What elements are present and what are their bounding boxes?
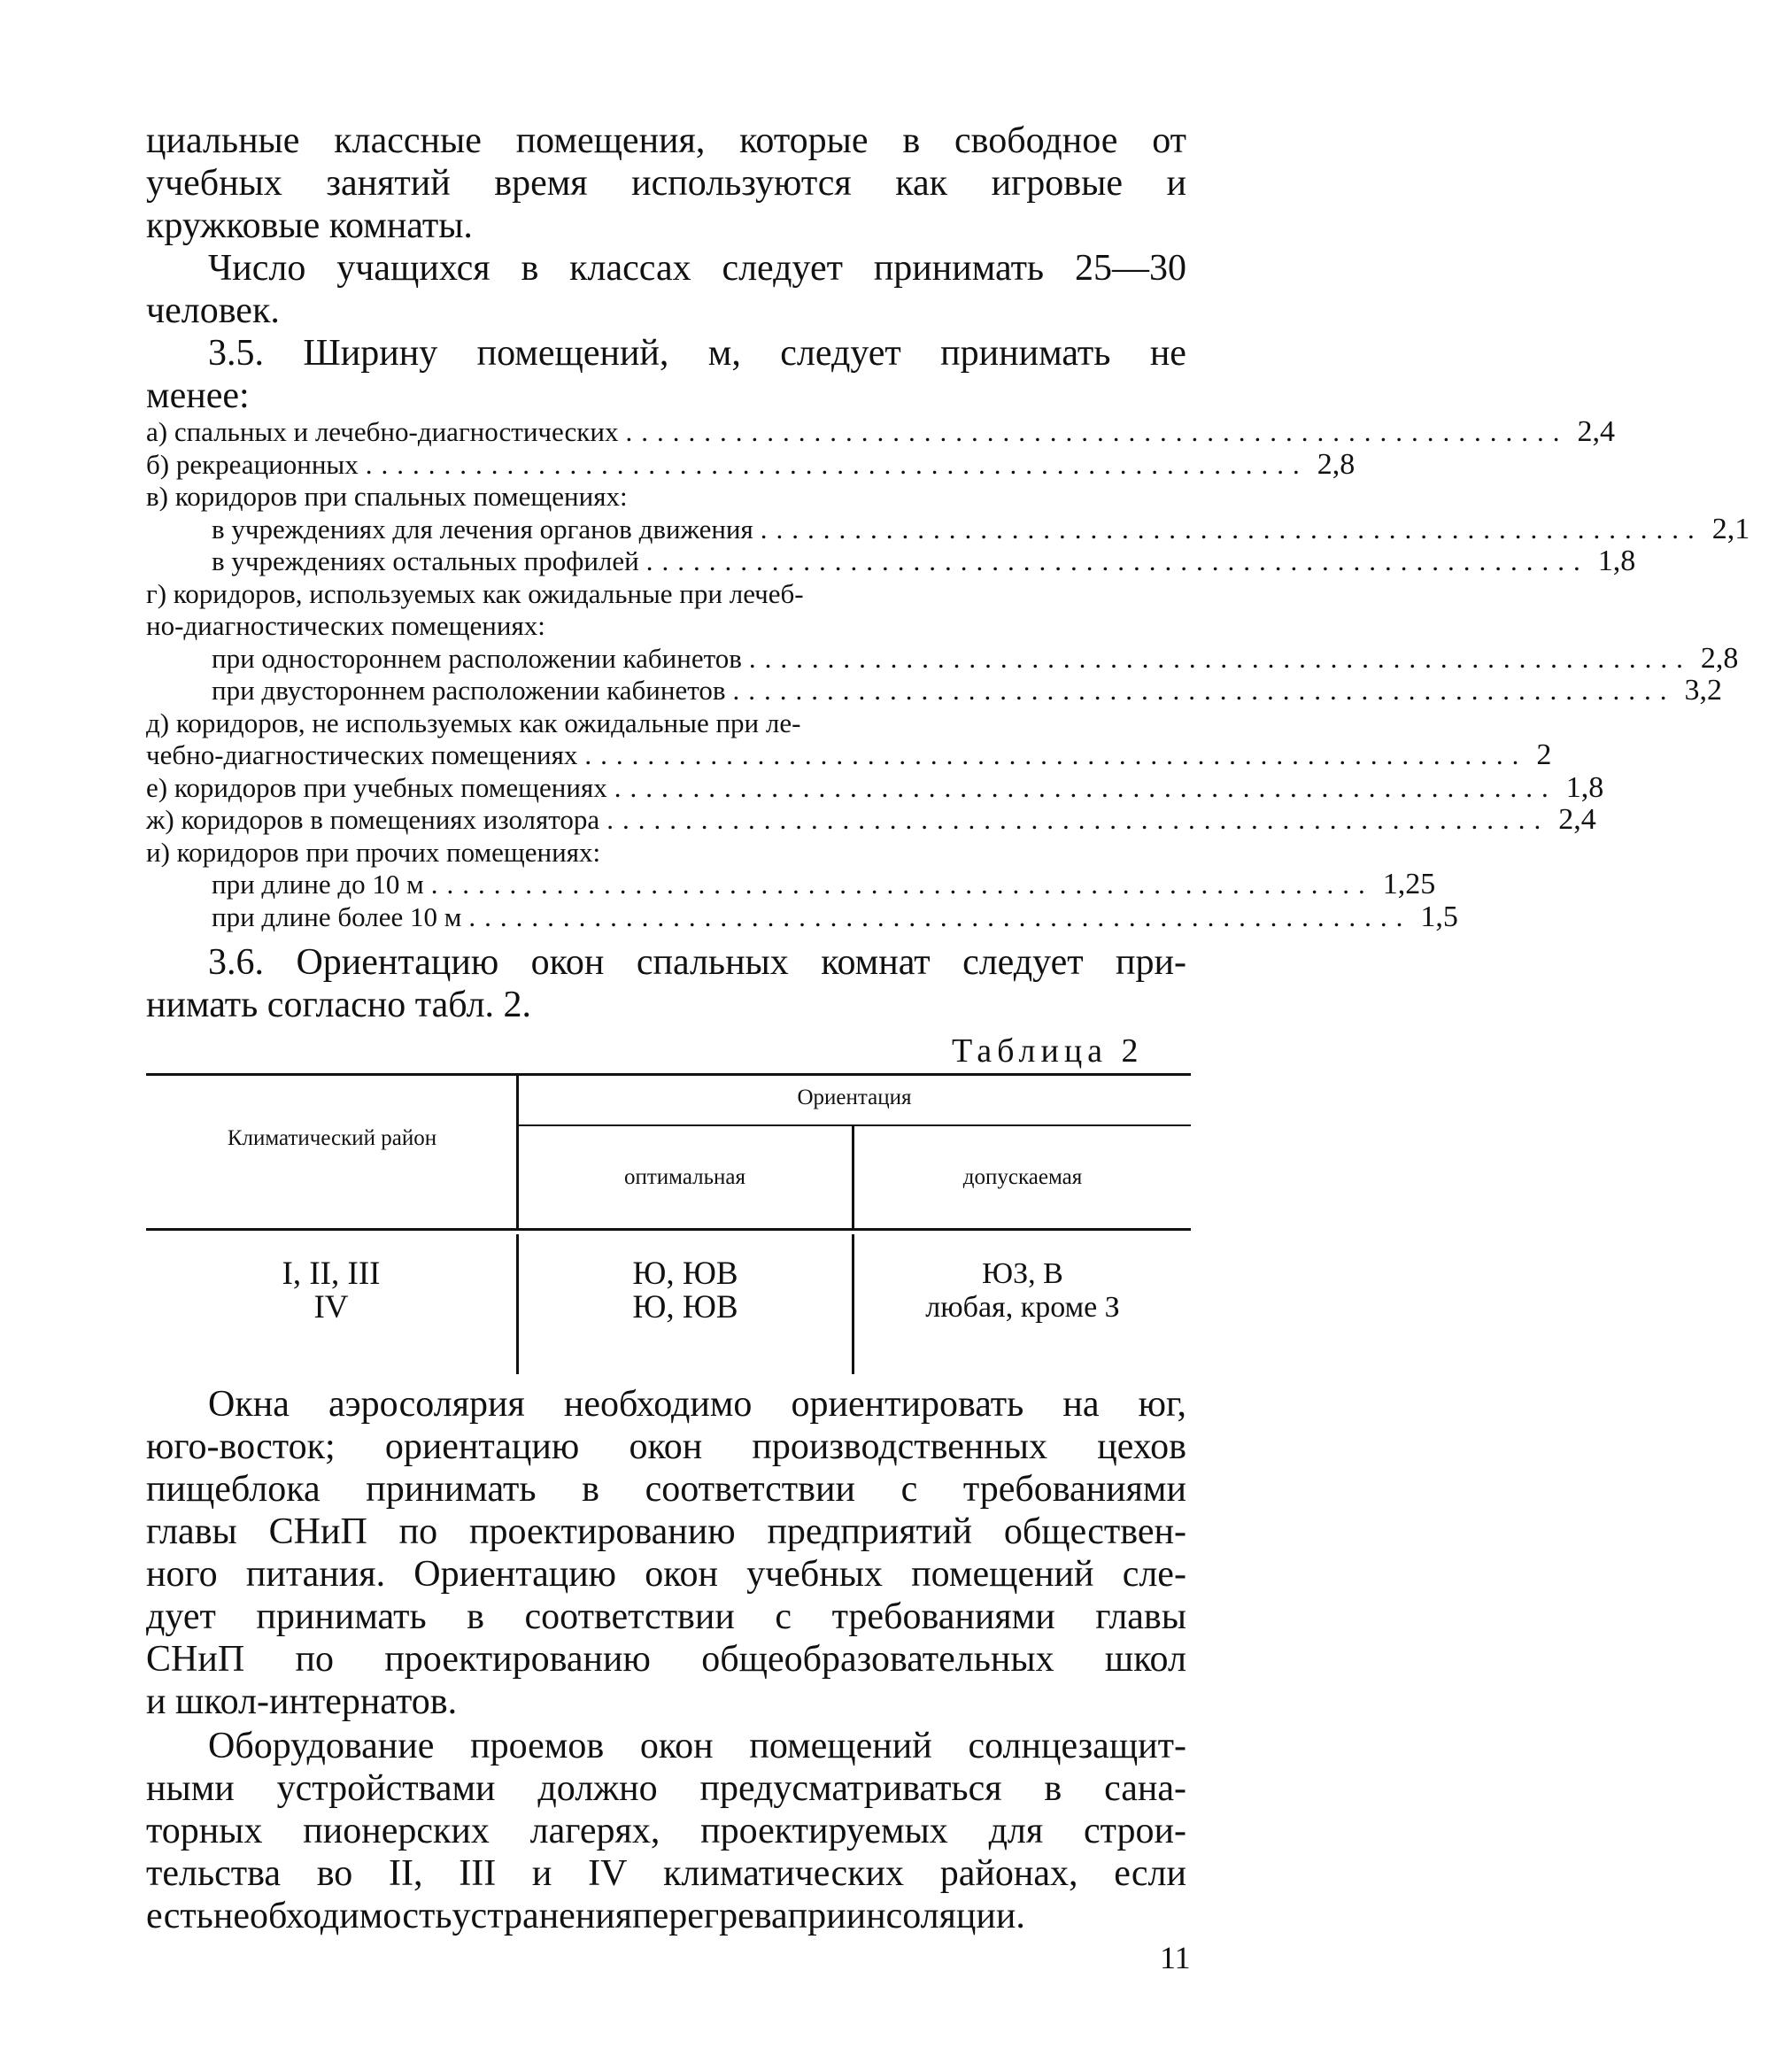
word: и xyxy=(1166,163,1186,204)
width-list-item xyxy=(146,545,1636,578)
word: требованиями xyxy=(831,1596,1055,1637)
item-text: при двустороннем расположении кабинетов xyxy=(212,675,726,706)
word: в xyxy=(1044,1768,1062,1809)
word: главы xyxy=(146,1511,237,1552)
width-list-item xyxy=(146,512,1750,546)
word: в xyxy=(521,248,539,289)
text-line xyxy=(146,984,1186,1026)
width-list-item xyxy=(146,770,1604,805)
word: ориентацию xyxy=(384,1426,580,1467)
word: время xyxy=(494,163,588,204)
word: кружковые комнаты. xyxy=(146,205,473,246)
item-text: в учреждениях остальных профилей xyxy=(212,545,639,576)
orientation-table xyxy=(146,1073,1191,1374)
word: цехов xyxy=(1097,1426,1186,1467)
dot-leader: ............................................................ xyxy=(645,545,1589,576)
item-value: 1,25 xyxy=(1382,868,1436,900)
word: III xyxy=(459,1853,497,1894)
text-line xyxy=(146,1681,1186,1723)
word: ориентировать xyxy=(791,1384,1024,1425)
word: проектированию xyxy=(469,1511,736,1552)
word: 3.5. xyxy=(208,333,264,374)
width-list-item xyxy=(146,707,1147,740)
word: используются xyxy=(631,163,852,204)
word: с xyxy=(900,1469,918,1510)
word: менее: xyxy=(146,375,250,416)
text-line xyxy=(146,247,1186,290)
text-line xyxy=(146,941,1186,984)
word: как xyxy=(895,163,948,204)
word: по xyxy=(398,1511,438,1552)
word: пищеблока xyxy=(146,1469,321,1510)
word: устройствами xyxy=(276,1768,496,1809)
word: требованиями xyxy=(962,1469,1186,1510)
word: по xyxy=(295,1639,334,1680)
intro-paragraph xyxy=(146,120,1186,247)
text-line xyxy=(146,1895,1186,1937)
word: свободное xyxy=(954,120,1118,161)
item-value: 2,8 xyxy=(1700,641,1739,675)
word: 25—30 xyxy=(1074,248,1186,289)
dot-leader: ............................................................ xyxy=(468,900,1412,932)
item-text: чебно-диагностических помещениях xyxy=(146,739,578,770)
word: соответствии xyxy=(524,1596,735,1637)
word: при- xyxy=(1116,942,1186,983)
word: сле- xyxy=(1122,1554,1186,1595)
word: от xyxy=(1152,120,1186,161)
word: необходимость xyxy=(212,1896,452,1936)
word: учебных xyxy=(746,1554,884,1595)
width-list-item xyxy=(146,610,1147,643)
word: для xyxy=(988,1811,1044,1851)
table-header-bottom-rule xyxy=(146,1228,1191,1231)
word: главы xyxy=(1095,1596,1186,1637)
word: в xyxy=(902,120,921,161)
word: Число xyxy=(208,248,306,289)
word: принимать xyxy=(873,248,1045,289)
word: принимать xyxy=(366,1469,537,1510)
page-number: 11 xyxy=(1160,1940,1191,1975)
width-list-item xyxy=(146,415,1615,449)
item-text: д) коридоров, не используемых как ожидальные при ле- xyxy=(146,707,801,738)
word: СНиП xyxy=(146,1639,245,1680)
dot-leader: ............................................................ xyxy=(625,416,1569,447)
word: классные xyxy=(334,120,482,161)
word: общеобразовательных xyxy=(701,1639,1054,1680)
item-value: 2,4 xyxy=(1558,803,1596,836)
item-text: б) рекреационных xyxy=(146,448,359,480)
word: комнат xyxy=(821,942,931,983)
word: ными xyxy=(146,1768,235,1809)
dot-leader: ............................................................ xyxy=(732,675,1676,706)
word: окон xyxy=(629,1426,703,1467)
width-list-item xyxy=(146,578,1147,611)
word: дует xyxy=(146,1596,216,1637)
widths-list xyxy=(146,415,1750,933)
word: IV xyxy=(588,1853,628,1894)
aerosolarium-paragraph xyxy=(146,1383,1186,1723)
text-line xyxy=(146,1468,1186,1511)
text-line xyxy=(146,1810,1186,1852)
word: если xyxy=(1114,1853,1186,1894)
item-text: е) коридоров при учебных помещениях xyxy=(146,771,607,803)
word: Окна xyxy=(208,1384,290,1425)
text-line xyxy=(146,1511,1186,1553)
word: юг, xyxy=(1138,1384,1186,1425)
word: следует xyxy=(722,248,843,289)
text-line xyxy=(146,120,1186,162)
word: во xyxy=(316,1853,353,1894)
word: устранения xyxy=(452,1896,633,1936)
word: игровые xyxy=(991,163,1123,204)
word: при xyxy=(787,1896,846,1936)
text-line xyxy=(146,1767,1186,1810)
section-3-6-paragraph xyxy=(146,941,1186,1026)
word: спальных xyxy=(636,942,789,983)
text-line xyxy=(146,1596,1186,1638)
word: 3.6. xyxy=(208,942,264,983)
word: на xyxy=(1062,1384,1100,1425)
word: и xyxy=(531,1853,552,1894)
word: окон xyxy=(530,942,605,983)
word: юго-восток; xyxy=(146,1426,336,1467)
word: учебных xyxy=(146,163,282,204)
word: лагерях, xyxy=(529,1811,660,1851)
item-value: 1,8 xyxy=(1565,770,1604,804)
word: необходимо xyxy=(563,1384,753,1425)
word: классах xyxy=(569,248,691,289)
word: помещения, xyxy=(515,120,706,161)
table-header-rule xyxy=(518,1124,1191,1126)
item-value: 2,1 xyxy=(1711,512,1750,545)
text-line xyxy=(146,1383,1186,1426)
dot-leader: ............................................................ xyxy=(760,513,1703,545)
word: тельства xyxy=(146,1853,282,1894)
word: циальные xyxy=(146,120,300,161)
word: проемов xyxy=(470,1726,605,1766)
sun-protection-paragraph xyxy=(146,1725,1186,1937)
item-value: 2,4 xyxy=(1577,415,1615,448)
word: следует xyxy=(962,942,1084,983)
text-line xyxy=(146,290,1186,332)
word: обществен- xyxy=(1003,1511,1186,1552)
pupils-paragraph xyxy=(146,247,1186,332)
word: занятий xyxy=(326,163,451,204)
header-allowed: допускаемая xyxy=(962,1165,1083,1189)
width-list-item xyxy=(146,641,1739,676)
word: Ширину xyxy=(303,333,438,374)
word: районах, xyxy=(939,1853,1078,1894)
word: ного xyxy=(146,1554,218,1595)
word: торных xyxy=(146,1811,263,1851)
item-text: при длине до 10 м xyxy=(212,869,424,900)
item-value: 2,8 xyxy=(1317,447,1356,481)
text-line xyxy=(146,1725,1186,1767)
dot-leader: ............................................................ xyxy=(430,869,1374,900)
word: сана- xyxy=(1104,1768,1186,1809)
word: м, xyxy=(707,333,741,374)
width-list-item xyxy=(146,674,1723,707)
item-text: в) коридоров при спальных помещениях: xyxy=(146,481,628,512)
item-text: а) спальных и лечебно-диагностических xyxy=(146,416,619,447)
word: и школ-интернатов. xyxy=(146,1681,458,1722)
width-list-item xyxy=(146,447,1356,482)
item-value: 1,8 xyxy=(1597,545,1636,577)
word: помещений xyxy=(749,1726,932,1766)
word: помещений, xyxy=(476,333,669,374)
cell-regions: I, II, III IV xyxy=(282,1256,381,1325)
word: предприятий xyxy=(767,1511,972,1552)
item-value: 2 xyxy=(1536,738,1552,771)
table-top-rule xyxy=(146,1073,1191,1076)
item-text: в учреждениях для лечения органов движения xyxy=(212,513,753,545)
word: помещений xyxy=(911,1554,1094,1595)
item-text: но-диагностических помещениях: xyxy=(146,610,545,641)
width-list-item xyxy=(146,803,1596,837)
word: СНиП xyxy=(268,1511,367,1552)
width-list-item xyxy=(146,900,1458,934)
cell-allowed: ЮЗ, В любая, кроме З xyxy=(925,1257,1120,1324)
width-list-item xyxy=(146,868,1436,901)
item-text: ж) коридоров в помещениях изолятора xyxy=(146,804,600,835)
word: перегрева xyxy=(632,1896,788,1936)
word: проектируемых xyxy=(700,1811,948,1851)
word: инсоляции. xyxy=(846,1896,1025,1936)
item-text: при длине более 10 м xyxy=(212,900,462,932)
text-line xyxy=(146,332,1186,375)
word: строи- xyxy=(1083,1811,1186,1851)
word: в xyxy=(467,1596,484,1637)
dot-leader: ............................................................ xyxy=(606,804,1550,835)
word: Оборудование xyxy=(208,1726,435,1766)
word: питания. xyxy=(245,1554,386,1595)
word: климатических xyxy=(663,1853,905,1894)
header-optimal: оптимальная xyxy=(624,1165,745,1189)
section-3-5-paragraph xyxy=(146,332,1186,417)
word: школ xyxy=(1104,1639,1186,1680)
text-line xyxy=(146,205,1186,247)
word: которые xyxy=(739,120,869,161)
text-line xyxy=(146,1638,1186,1681)
word: принимать xyxy=(940,333,1111,374)
header-orientation: Ориентация xyxy=(797,1086,912,1109)
header-climatic-region: Климатический район xyxy=(227,1126,437,1150)
dot-leader: ............................................................ xyxy=(614,771,1557,803)
word: аэросолярия xyxy=(328,1384,525,1425)
word: нимать согласно табл. 2. xyxy=(146,985,532,1025)
word: есть xyxy=(146,1896,213,1936)
item-value: 1,5 xyxy=(1420,900,1458,933)
word: окон xyxy=(639,1726,714,1766)
dot-leader: ............................................................ xyxy=(584,739,1528,770)
word: Ориентацию xyxy=(413,1554,617,1595)
word: учащихся xyxy=(336,248,490,289)
dot-leader: ............................................................ xyxy=(748,642,1692,674)
word: в xyxy=(582,1469,599,1510)
text-line xyxy=(146,375,1186,417)
word: солнцезащит- xyxy=(968,1726,1186,1766)
word: принимать xyxy=(256,1596,427,1637)
width-list-item xyxy=(146,738,1552,772)
word: Ориентацию xyxy=(296,942,499,983)
text-line xyxy=(146,1426,1186,1468)
word: пионерских xyxy=(303,1811,490,1851)
word: предусматриваться xyxy=(699,1768,1002,1809)
word: проектированию xyxy=(384,1639,651,1680)
word: не xyxy=(1149,333,1186,374)
table-caption: Таблица 2 xyxy=(952,1032,1144,1070)
cell-optimal: Ю, ЮВ Ю, ЮВ xyxy=(632,1256,738,1325)
word: окон xyxy=(645,1554,718,1595)
item-text: при одностороннем расположении кабинетов xyxy=(212,642,742,674)
text-line xyxy=(146,1852,1186,1895)
item-text: и) коридоров при прочих помещениях: xyxy=(146,836,601,868)
text-line xyxy=(146,162,1186,205)
dot-leader: ............................................................ xyxy=(365,448,1309,480)
word: должно xyxy=(537,1768,658,1809)
width-list-item xyxy=(146,837,1147,869)
word: с xyxy=(775,1596,792,1637)
word: II, xyxy=(389,1853,423,1894)
text-line xyxy=(146,1553,1186,1596)
word: соответствии xyxy=(645,1469,855,1510)
word: производственных xyxy=(752,1426,1048,1467)
word: человек. xyxy=(146,290,280,331)
width-list-item xyxy=(146,481,1147,514)
item-value: 3,2 xyxy=(1684,674,1723,707)
item-text: г) коридоров, используемых как ожидальные при лечеб- xyxy=(146,577,804,609)
word: следует xyxy=(780,333,901,374)
